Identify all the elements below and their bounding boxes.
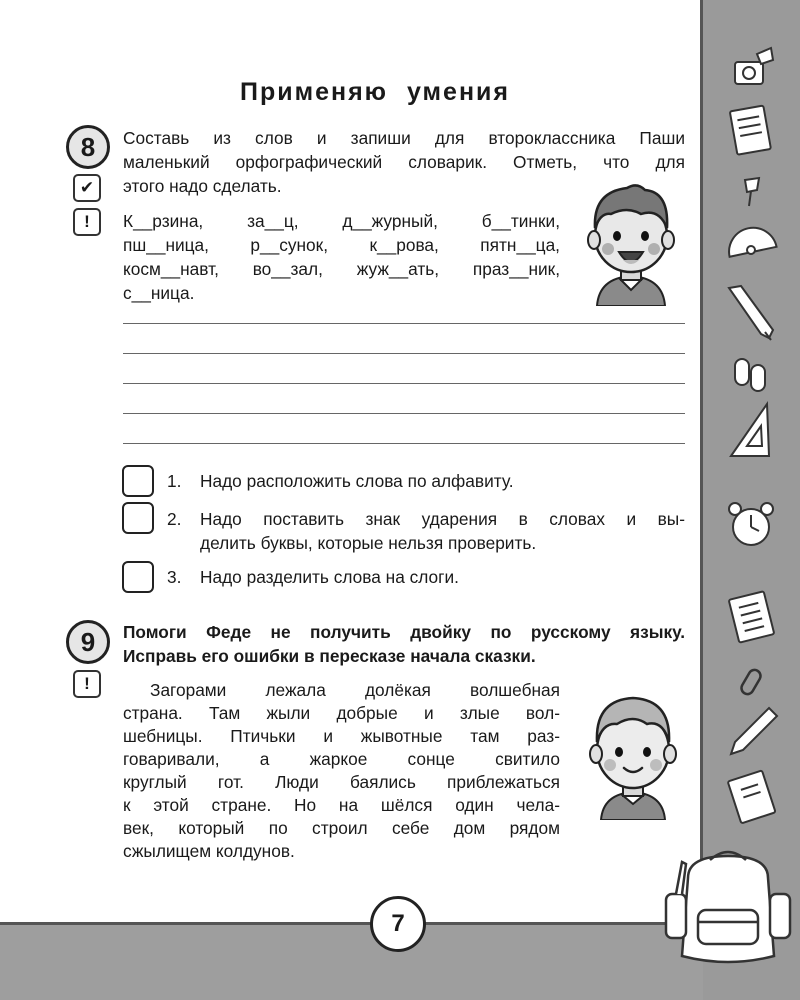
option-2 (167, 507, 685, 531)
task-9-instruction-line-1: Помоги Феде не получить двойку по русскому языку. (123, 622, 685, 642)
option-2-text-line-1: Надо поставить знак ударения в словах и вы- (200, 509, 685, 529)
sharpener-icon (721, 40, 781, 100)
story-line-2: страна. Там жыли добрые и злые вол- (123, 703, 560, 723)
story-line-8: сжылищем колдунов. (123, 841, 295, 861)
task-8-instruction-line-3: этого надо сделать. (123, 176, 282, 196)
task-8-number-badge: 8 (66, 125, 110, 169)
option-1 (167, 469, 514, 493)
option-1-checkbox[interactable] (122, 465, 154, 497)
task-8-words-line-3: косм__навт, во__зал, жуж__ать, праз__ник, (123, 259, 560, 279)
pencil-icon (721, 700, 781, 760)
page-title: Применяю умения (239, 78, 511, 106)
option-2-checkbox[interactable] (122, 502, 154, 534)
story-line-4: говаривали, а жаркое сонце свитило (123, 749, 560, 769)
book-icon (721, 765, 781, 825)
task-9-exclamation-icon: ! (73, 670, 101, 698)
backpack-icon (658, 848, 798, 968)
spiral-notebook-icon (721, 585, 781, 645)
option-3 (167, 565, 459, 589)
task-8-words-line-4: с__ница. (123, 283, 195, 303)
answer-line-5[interactable] (123, 443, 685, 444)
protractor-icon (721, 212, 781, 272)
task-9-number-badge: 9 (66, 620, 110, 664)
answer-line-3[interactable] (123, 383, 685, 384)
decorative-side-strip (703, 0, 800, 1000)
paper-clips-icon (721, 345, 781, 405)
triangle-ruler-icon (721, 400, 781, 460)
option-2-number: 2. (167, 509, 182, 529)
option-3-number: 3. (167, 567, 182, 587)
alarm-clock-icon (721, 495, 781, 555)
task-8-check-icon: ✔ (73, 174, 101, 202)
task-9-instruction-line-2: Исправь его ошибки в пересказе начала сказки. (123, 646, 536, 666)
option-3-text: Надо разделить слова на слоги. (200, 567, 459, 587)
calm-boy-illustration (577, 690, 689, 820)
notepad-icon (721, 98, 781, 158)
story-line-7: век, который по строил себе дом рядом (123, 818, 560, 838)
story-line-3: шебницы. Птичьки и жывотные там раз- (123, 726, 560, 746)
answer-line-1[interactable] (123, 323, 685, 324)
pen-icon (721, 282, 781, 342)
smiling-boy-illustration (575, 178, 687, 306)
task-8-words-line-2: пш__ница, р__сунок, к__рова, пятн__ца, (123, 235, 560, 255)
story-line-5: круглый гот. Люди баялись приблежаться (123, 772, 560, 792)
story-line-6: к этой стране. Но на шёлся один челa- (123, 795, 560, 815)
pushpin-icon (721, 160, 781, 220)
option-3-checkbox[interactable] (122, 561, 154, 593)
option-1-text: Надо расположить слова по алфавиту. (200, 471, 514, 491)
task-8-instruction-line-2: маленький орфографический словарик. Отметь, что для (123, 152, 685, 172)
page-number: 7 (370, 896, 426, 952)
task-8-words-line-1: К__рзина, за__ц, д__журный, б__тинки, (123, 211, 560, 231)
option-1-number: 1. (167, 471, 182, 491)
task-8-exclamation-icon: ! (73, 208, 101, 236)
answer-line-2[interactable] (123, 353, 685, 354)
task-8-instruction-line-1: Составь из слов и запиши для второклассника Паши (123, 128, 685, 148)
story-line-1: Загорами лежала долёкая волшебная (150, 680, 560, 700)
option-2-text-line-2: делить буквы, которые нельзя проверить. (200, 533, 537, 553)
answer-line-4[interactable] (123, 413, 685, 414)
